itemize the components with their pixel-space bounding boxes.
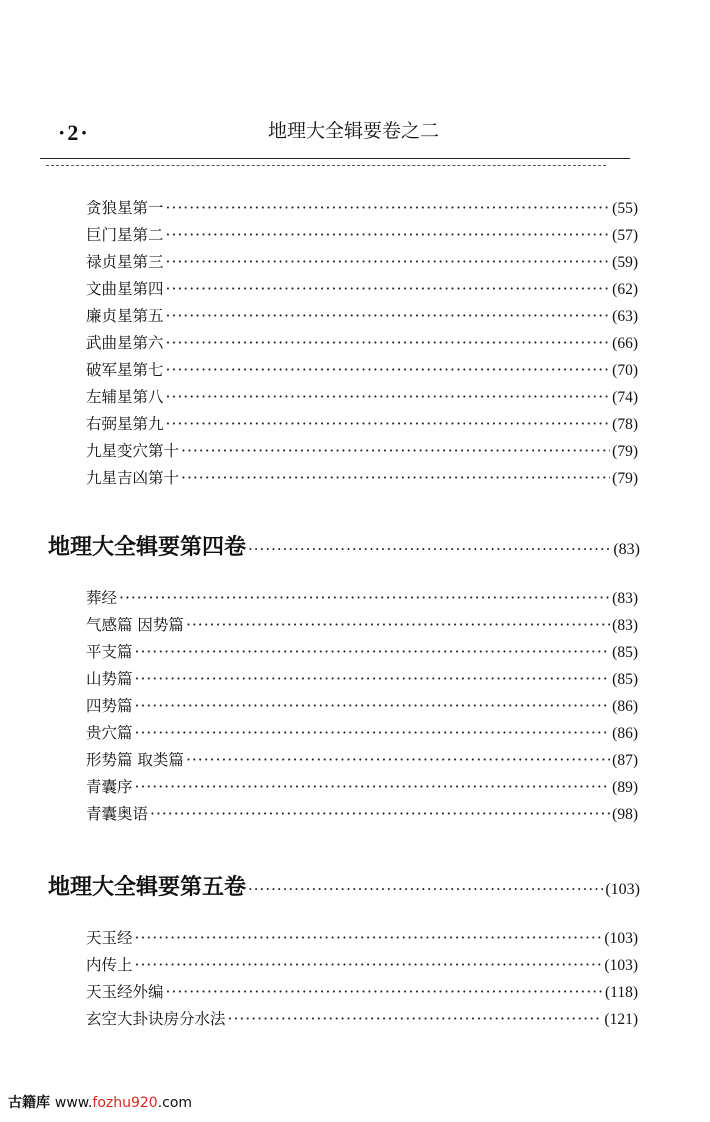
toc-entry[interactable] <box>86 748 638 774</box>
toc-entry-page: (55) <box>612 200 638 217</box>
page-number: ·2· <box>58 120 90 145</box>
toc-entry-title: 形势篇 取类篇 <box>86 751 184 769</box>
toc-entry-page: (66) <box>612 335 638 352</box>
toc-entry-page: (70) <box>612 362 638 379</box>
toc-entry-page: (103) <box>604 957 638 974</box>
leader-dots <box>181 442 610 460</box>
leader-dots <box>228 1010 603 1028</box>
toc-entry-page: (83) <box>612 617 638 634</box>
toc-entry-page: (87) <box>612 752 638 769</box>
toc-entry-title: 贵穴篇 <box>86 724 133 742</box>
leader-dots <box>135 697 611 715</box>
toc-entry[interactable] <box>86 953 638 979</box>
toc-entry-page: (118) <box>605 984 638 1001</box>
toc-entry[interactable] <box>86 412 638 438</box>
leader-dots <box>166 199 611 217</box>
volume-title: 地理大全辑要第五卷 <box>48 875 247 900</box>
toc-entry-page: (83) <box>612 590 638 607</box>
toc-entry-page: (57) <box>612 227 638 244</box>
toc-entry[interactable] <box>86 980 638 1006</box>
toc-entry-page: (78) <box>612 416 638 433</box>
toc-entry-title: 葬经 <box>86 589 118 607</box>
toc-entry-title: 青囊序 <box>86 778 133 796</box>
leader-dots <box>248 540 611 558</box>
toc-entry-title: 四势篇 <box>86 697 133 715</box>
toc-entry[interactable] <box>86 926 638 952</box>
toc-entry[interactable] <box>86 196 638 222</box>
toc-entry-page: (62) <box>612 281 638 298</box>
toc-volume-heading[interactable] <box>48 870 640 904</box>
leader-dots <box>186 616 610 634</box>
toc-entry[interactable] <box>86 694 638 720</box>
toc-entry-page: (85) <box>612 644 638 661</box>
leader-dots <box>166 334 611 352</box>
toc-entry-title: 武曲星第六 <box>86 334 164 352</box>
footer-url-suffix: .com <box>157 1095 193 1111</box>
toc-entry-title: 九星吉凶第十 <box>86 469 180 487</box>
toc-entry[interactable] <box>86 250 638 276</box>
toc-entry[interactable] <box>86 1007 638 1033</box>
toc-entry[interactable] <box>86 586 638 612</box>
toc-entry[interactable] <box>86 331 638 357</box>
toc-entry-page: (86) <box>612 725 638 742</box>
toc-entry[interactable] <box>86 802 638 828</box>
toc-entry-title: 九星变穴第十 <box>86 442 180 460</box>
volume-title: 地理大全辑要第四卷 <box>48 535 247 560</box>
footer-site-name: 古籍库 <box>8 1095 50 1111</box>
toc-entry-page: (121) <box>604 1011 638 1028</box>
leader-dots <box>135 956 603 974</box>
leader-dots <box>166 388 611 406</box>
leader-dots <box>166 361 611 379</box>
toc-entry-page: (85) <box>612 671 638 688</box>
toc-entry[interactable] <box>86 439 638 465</box>
leader-dots <box>248 880 603 898</box>
toc-entry-page: (98) <box>612 806 638 823</box>
header-rule-dashed <box>46 165 606 166</box>
toc-entry[interactable] <box>86 358 638 384</box>
toc-entry[interactable] <box>86 466 638 492</box>
toc-entry[interactable] <box>86 640 638 666</box>
leader-dots <box>166 280 611 298</box>
toc-entry[interactable] <box>86 223 638 249</box>
toc-entry-title: 廉贞星第五 <box>86 307 164 325</box>
toc-entry-title: 天玉经 <box>86 929 133 947</box>
toc-entry-title: 气感篇 因势篇 <box>86 616 184 634</box>
toc-entry-title: 禄贞星第三 <box>86 253 164 271</box>
watermark-footer <box>8 1092 192 1112</box>
toc-entry-title: 青囊奥语 <box>86 805 149 823</box>
volume-page: (103) <box>605 881 640 898</box>
toc-entry-title: 山势篇 <box>86 670 133 688</box>
toc-entry[interactable] <box>86 667 638 693</box>
footer-url-accent: fozhu920 <box>92 1095 158 1111</box>
toc-entry[interactable] <box>86 775 638 801</box>
volume-page: (83) <box>613 541 640 558</box>
header-rule <box>40 158 630 159</box>
toc-entry-page: (79) <box>612 443 638 460</box>
leader-dots <box>119 589 610 607</box>
leader-dots <box>150 805 610 823</box>
toc-entry-page: (74) <box>612 389 638 406</box>
leader-dots <box>135 724 611 742</box>
toc-entry-title: 贪狼星第一 <box>86 199 164 217</box>
running-header <box>0 112 710 152</box>
toc-entry-page: (103) <box>604 930 638 947</box>
toc-entry[interactable] <box>86 304 638 330</box>
toc-entry-page: (63) <box>612 308 638 325</box>
footer-url-prefix: www. <box>54 1095 93 1111</box>
toc-entry[interactable] <box>86 277 638 303</box>
toc-entry-page: (59) <box>612 254 638 271</box>
running-title: 地理大全辑要卷之二 <box>268 120 440 142</box>
leader-dots <box>166 983 603 1001</box>
leader-dots <box>186 751 610 769</box>
leader-dots <box>166 415 611 433</box>
toc-entry[interactable] <box>86 385 638 411</box>
leader-dots <box>166 226 611 244</box>
toc-volume-heading[interactable] <box>48 530 640 564</box>
toc-entry-title: 文曲星第四 <box>86 280 164 298</box>
leader-dots <box>166 307 611 325</box>
toc-entry-title: 玄空大卦诀房分水法 <box>86 1010 226 1028</box>
leader-dots <box>135 778 611 796</box>
toc-entry[interactable] <box>86 721 638 747</box>
toc-entry-title: 右弼星第九 <box>86 415 164 433</box>
toc-entry-title: 天玉经外编 <box>86 983 164 1001</box>
toc-entry-page: (89) <box>612 779 638 796</box>
leader-dots <box>135 643 611 661</box>
toc-entry-title: 左辅星第八 <box>86 388 164 406</box>
toc-entry-title: 内传上 <box>86 956 133 974</box>
toc-entry-title: 巨门星第二 <box>86 226 164 244</box>
leader-dots <box>181 469 610 487</box>
leader-dots <box>135 670 611 688</box>
toc-entry-title: 破军星第七 <box>86 361 164 379</box>
leader-dots <box>166 253 611 271</box>
toc-entry-page: (86) <box>612 698 638 715</box>
leader-dots <box>135 929 603 947</box>
toc-entry-title: 平支篇 <box>86 643 133 661</box>
toc-entry[interactable] <box>86 613 638 639</box>
toc-entry-page: (79) <box>612 470 638 487</box>
